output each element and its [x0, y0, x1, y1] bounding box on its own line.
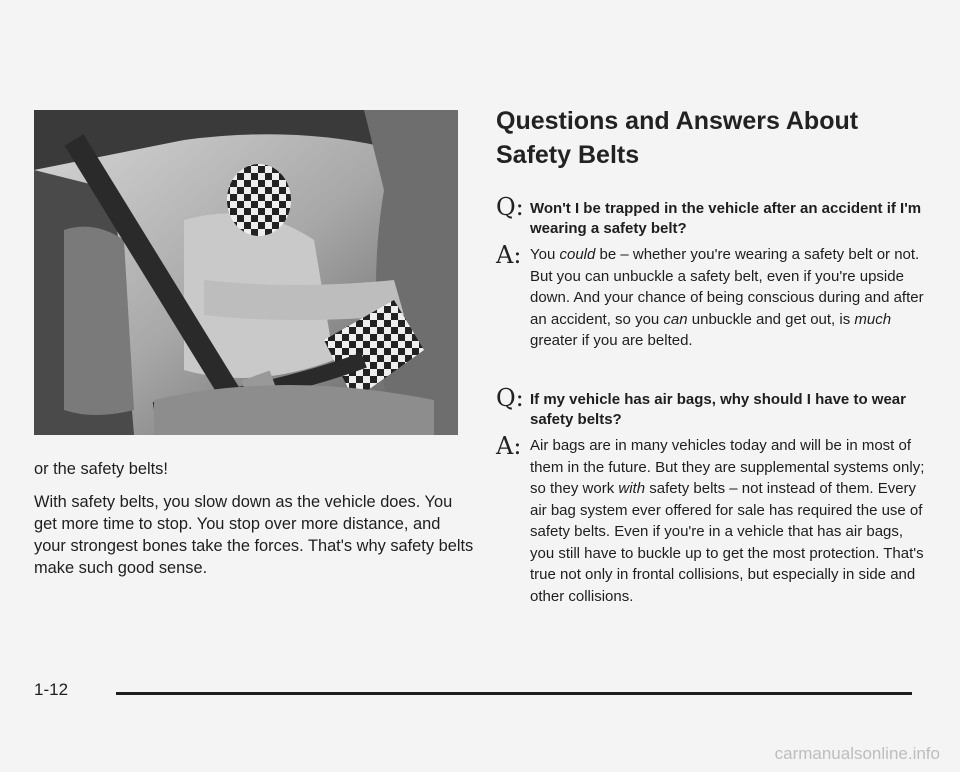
page-number: 1-12	[34, 680, 69, 699]
answer-text: You could be – whether you're wearing a safety belt or not. But you can unbuckle a safety belt, even if you're upside down. And your chance of being conscious during and after an accident, so you can unbuckle and get out, is much greater if you are belted.	[530, 246, 924, 349]
q-marker: Q:	[496, 193, 524, 221]
q-marker: Q:	[496, 384, 524, 412]
a-marker: A:	[496, 432, 522, 460]
left-paragraph-1: or the safety belts!	[34, 460, 168, 478]
watermark: carmanualsonline.info	[774, 744, 940, 763]
left-paragraph-2: With safety belts, you slow down as the vehicle does. You get more time to stop. You stop over more distance, and your strongest bones take the forces. That's why safety belts make such good sense.	[34, 493, 474, 577]
a-marker: A:	[496, 241, 522, 269]
answer-1	[496, 243, 926, 352]
footer-rule	[116, 692, 912, 695]
question-text: Won't I be trapped in the vehicle after an accident if I'm wearing a safety belt?	[530, 200, 922, 237]
question-text: If my vehicle has air bags, why should I have to wear safety belts?	[530, 391, 906, 428]
answer-2	[496, 434, 926, 607]
crash-dummy-photo	[34, 110, 458, 435]
heading-line-1: Questions and Answers About	[496, 107, 859, 135]
section-heading	[496, 104, 926, 172]
answer-text: Air bags are in many vehicles today and will be in most of them in the future. But they are supplemental systems only; so they work with safety belts – not instead of them. Every air bag system ever offered for sale has required the use of safety belts. Even if you're in a vehicle that has air bags, you still have to buckle up to get the most protection. That's true not only in frontal collisions, but especially in side and other collisions.	[530, 437, 925, 605]
question-1	[496, 195, 926, 239]
heading-line-2: Safety Belts	[496, 141, 640, 169]
left-column-text	[34, 458, 474, 590]
question-2	[496, 386, 926, 430]
